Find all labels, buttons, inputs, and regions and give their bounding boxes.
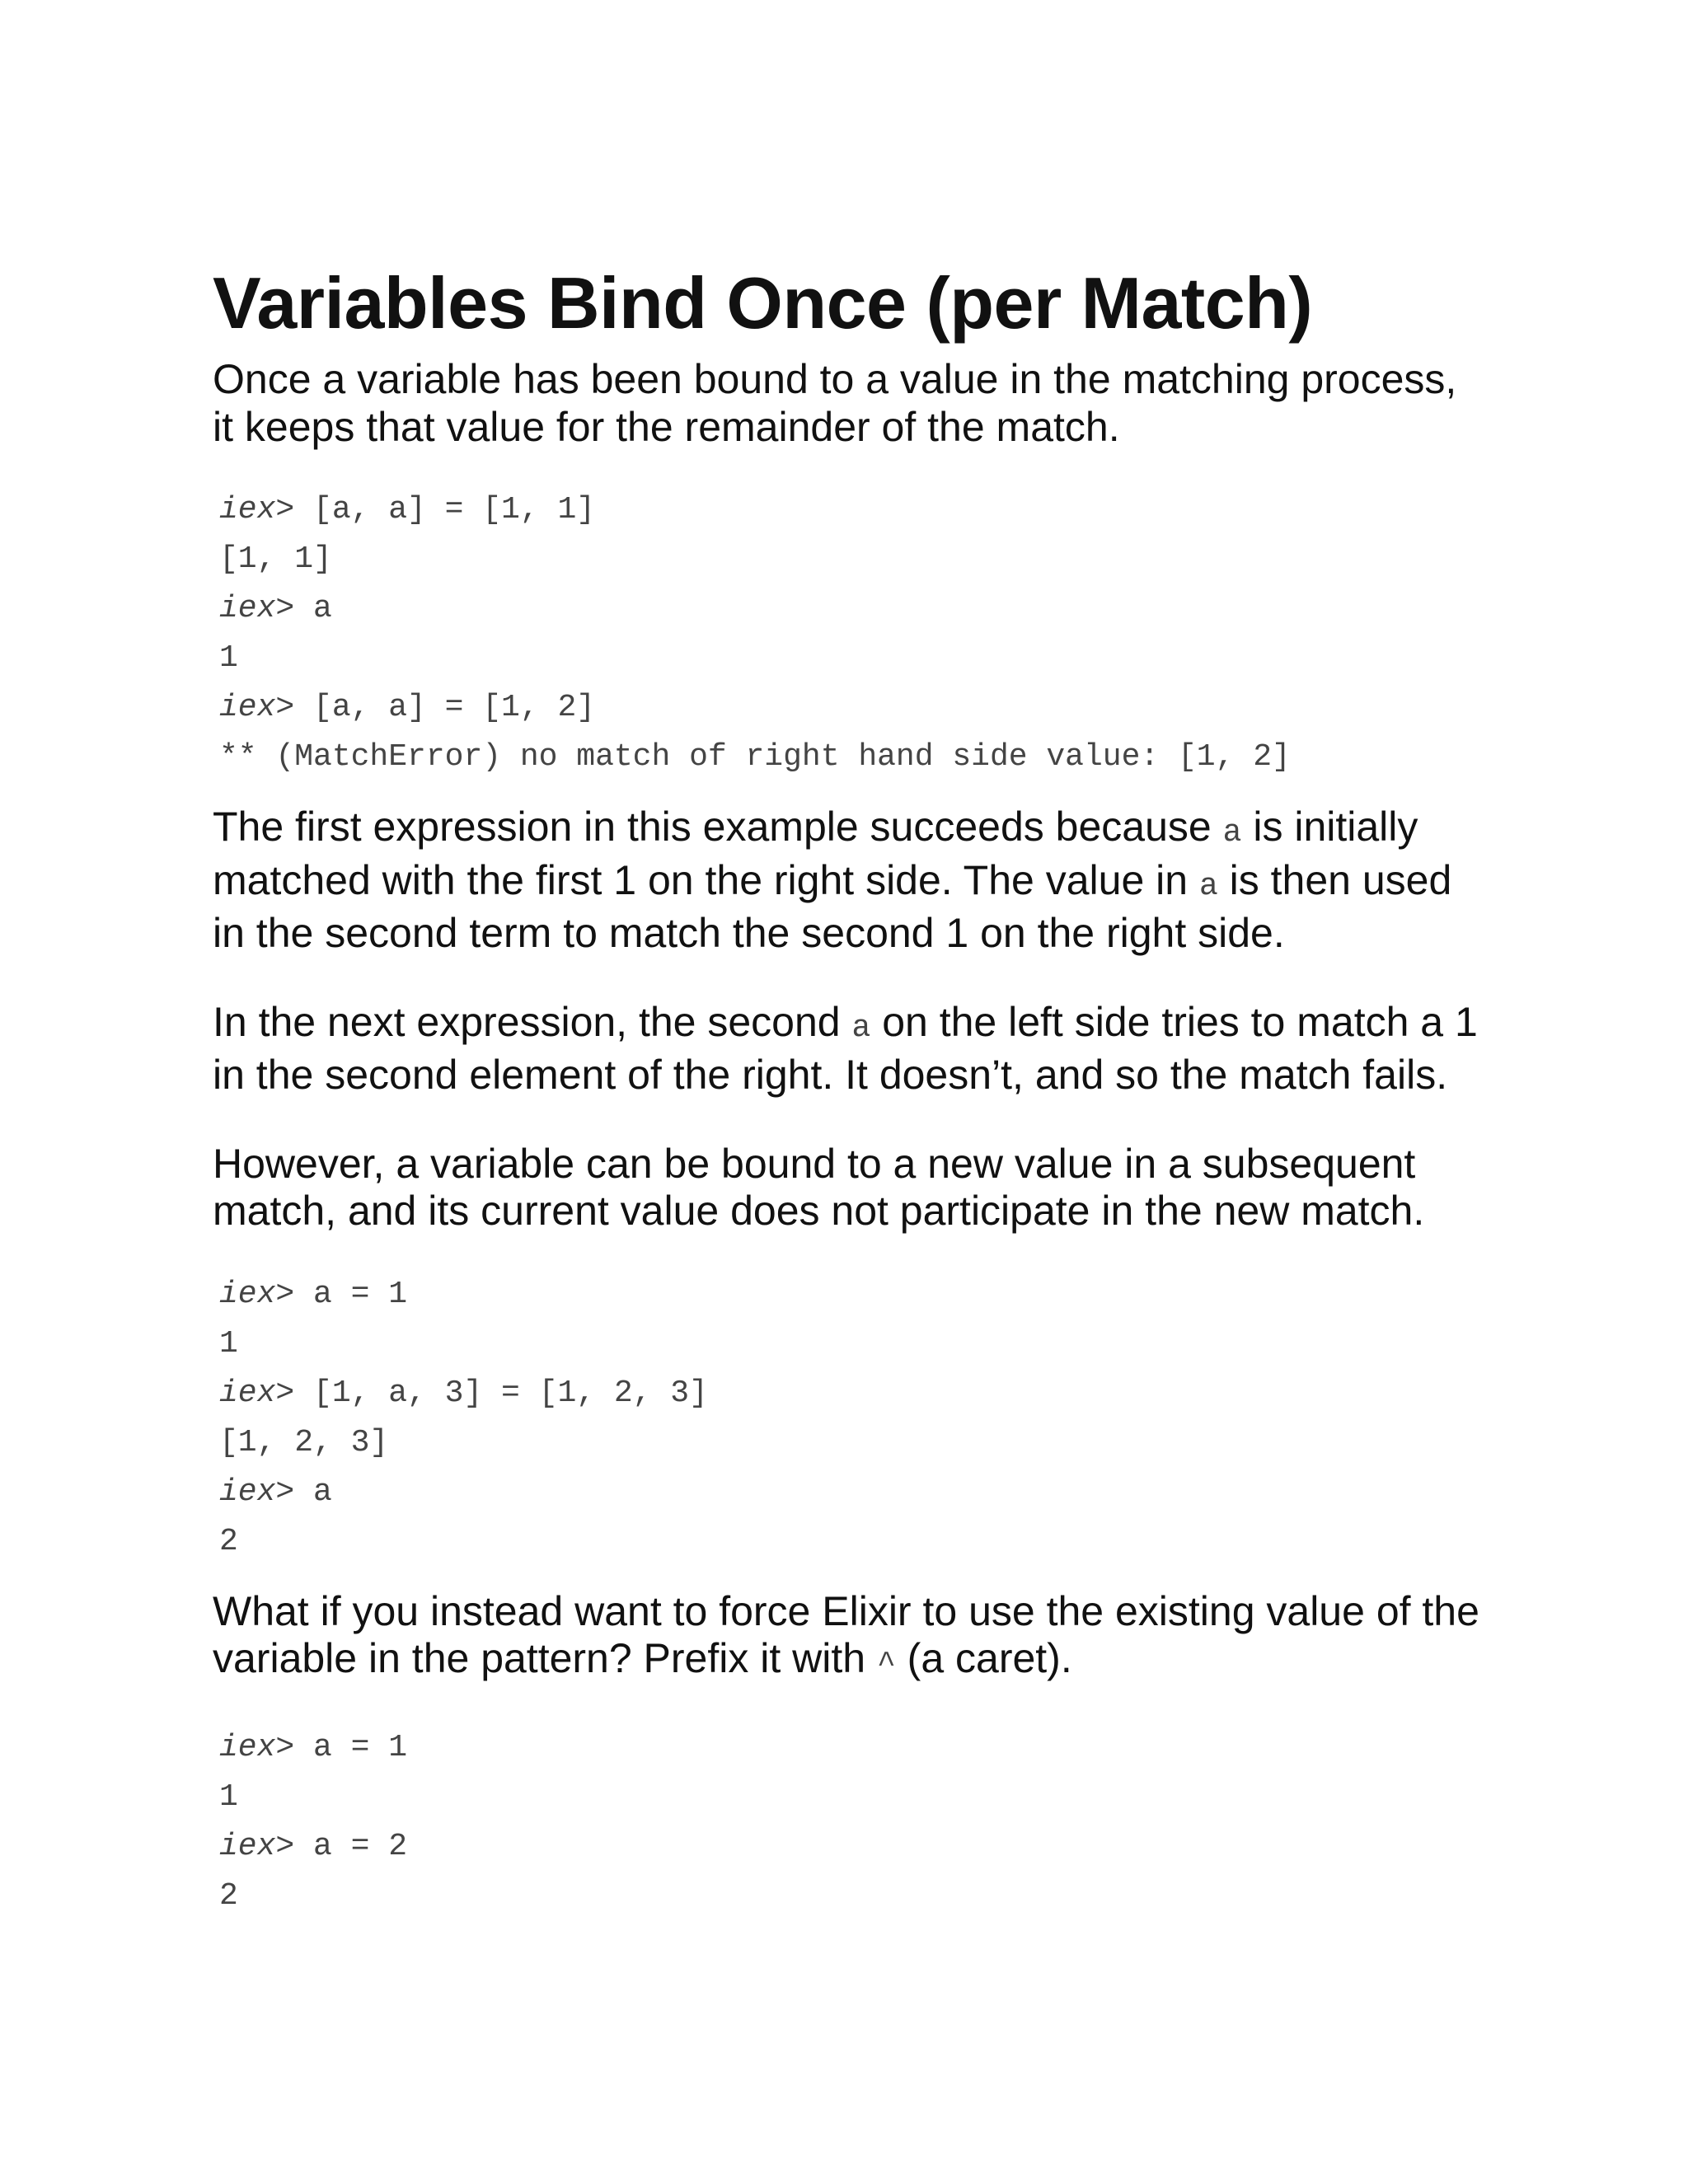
code-line — [219, 1270, 1482, 1319]
code-line — [219, 535, 1482, 584]
text-span: The first expression in this example succeeds because — [213, 804, 1223, 850]
code-line — [219, 1468, 1482, 1517]
text-span: is initially matched with the first 1 on the right side. The value in — [213, 804, 1418, 903]
code-line — [219, 1723, 1482, 1773]
code-line — [219, 1822, 1482, 1872]
intro-paragraph: Once a variable has been bound to a value in the matching process, it keeps that value for the remainder of the match. — [213, 356, 1457, 450]
explanation-paragraph-2 — [213, 999, 1482, 1099]
code-text: [1, a, 3] = [1, 2, 3] — [294, 1375, 708, 1411]
prompt: iex> — [219, 1729, 295, 1765]
code-line — [219, 1319, 1482, 1369]
code-text: a = 1 — [294, 1729, 408, 1765]
code-line — [219, 1773, 1482, 1822]
code-line — [219, 733, 1482, 782]
code-text: [a, a] = [1, 2] — [294, 690, 596, 725]
prompt: iex> — [219, 591, 295, 626]
explanation-paragraph-4 — [213, 1588, 1482, 1689]
code-line — [219, 1369, 1482, 1418]
code-line — [219, 1517, 1482, 1567]
code-block-2 — [213, 1270, 1482, 1567]
document-page — [213, 262, 1482, 1921]
page-title: Variables Bind Once (per Match) — [213, 262, 1313, 344]
code-block-1 — [213, 485, 1482, 782]
code-text: a — [294, 591, 332, 626]
code-text: a = 1 — [294, 1276, 408, 1312]
text-span: on the left side tries to match a 1 in the second element of the right. It doesn’t, and so the match fails. — [213, 998, 1478, 1098]
prompt: iex> — [219, 1276, 295, 1312]
code-text: 1 — [219, 1779, 238, 1815]
code-line — [219, 584, 1482, 634]
prompt: iex> — [219, 690, 295, 725]
code-line — [219, 1872, 1482, 1921]
code-text: a — [294, 1474, 332, 1510]
text-span: What if you instead want to force Elixir to use the existing value of the variable in the pattern? Prefix it with — [213, 1587, 1479, 1681]
code-text: a = 2 — [294, 1828, 408, 1864]
code-text: 2 — [219, 1523, 238, 1559]
prompt: iex> — [219, 1375, 295, 1411]
code-text: [1, 2, 3] — [219, 1424, 389, 1460]
inline-code: a — [851, 1010, 871, 1046]
code-text: [1, 1] — [219, 541, 332, 577]
text-span: In the next expression, the second — [213, 998, 852, 1045]
code-line — [219, 634, 1482, 683]
prompt: iex> — [219, 492, 295, 527]
code-text: 1 — [219, 640, 238, 676]
code-line — [219, 1418, 1482, 1468]
text-span: (a caret). — [895, 1635, 1072, 1681]
inline-code: a — [1198, 868, 1218, 904]
code-line — [219, 485, 1482, 535]
code-text: 2 — [219, 1877, 238, 1914]
inline-code: a — [1222, 815, 1242, 851]
inline-code: ^ — [876, 1647, 896, 1682]
code-text: [a, a] = [1, 1] — [294, 492, 596, 527]
code-block-3 — [213, 1723, 1482, 1921]
prompt: iex> — [219, 1474, 295, 1510]
explanation-paragraph-1 — [213, 804, 1482, 958]
code-text: 1 — [219, 1325, 238, 1361]
code-line — [219, 683, 1482, 733]
explanation-paragraph-3: However, a variable can be bound to a new value in a subsequent match, and its current value does not participate in the new match. — [213, 1140, 1425, 1234]
code-text: ** (MatchError) no match of right hand side value: [1, 2] — [219, 739, 1291, 775]
text-span: is then used in the second term to match the second 1 on the right side. — [213, 856, 1452, 956]
prompt: iex> — [219, 1828, 295, 1864]
